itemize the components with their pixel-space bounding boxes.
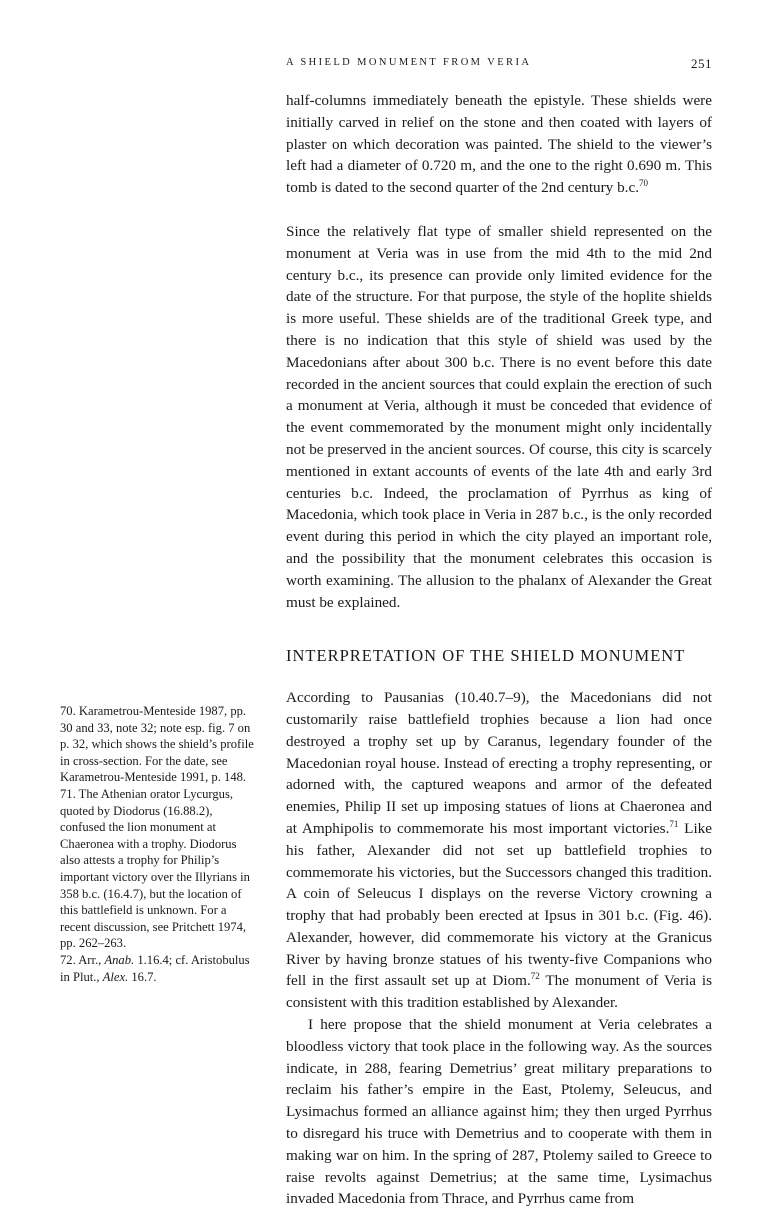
footnote-70: 70. Karametrou-Menteside 1987, pp. 30 and 33, note 32; note esp. fig. 7 on p. 32, which shows the shield’s profile in cross-section. For the date, see Karametrou-Menteside 1991, p. 148. (60, 704, 254, 785)
running-head-title: A SHIELD MONUMENT FROM VERIA (286, 57, 532, 68)
paragraph-2: Since the relatively flat type of smaller shield represented on the monument at Veria was in use from the mid 4th to the mid 2nd century b.c., its presence can provide only limited evidence for the date of the structure. For that purpose, the style of the hoplite shields is more useful. These shields are of the traditional Greek type, and there is no indication that this style of shield was used by the Macedonians after about 300 b.c. There is no event before this date recorded in the ancient sources that could explain the erection of such a monument at Veria, although it must be conceded that evidence of the event commemorated by the monument might only incidentally not be preserved in the ancient sources. Of course, this city is scarcely mentioned in extant accounts of events of the late 4th and early 3rd centuries b.c. Indeed, the proclamation of Pyrrhus as king of Macedonia, which took place in Veria in 287 b.c., is the only recorded event during this period in which the city played an important role, and the possibility that the monument celebrates this occasion is worth examining. The allusion to the phalanx of Alexander the Great must be explained. (286, 222, 712, 611)
paragraph-3-text-c: The monument of Veria is consistent with this tradition established by Alexander. (286, 972, 712, 1012)
paragraph-3-text-b: Like his father, Alexander did not set up battlefield trophies to commemorate his victories, but the Successors changed this tradition. A coin of Seleucus I displays on the reverse Victory crowning a trophy that had probably been erected at Ipsus in 301 b.c. (Fig. 46). Alexander, however, did commemorate his victory at the Granicus River by having bronze statues of his twenty-five Companions who fell in the first assault set up at Diom. (286, 819, 712, 990)
paragraph-4: I here propose that the shield monument at Veria celebrates a bloodless victory that took place in the following way. As the sources indicate, in 288, fearing Demetrius’ great military preparations to reclaim his father’s empire in the East, Ptolemy, Seleucus, and Lysimachus formed an alliance against him; they then urged Pyrrhus to disregard his truce with Demetrius and to cooperate with them in making war on him. In the spring of 287, Ptolemy sailed to Greece to raise revolts against Demetrius; at the same time, Lysimachus invaded Macedonia from Thrace, and Pyrrhus came from (286, 1016, 712, 1208)
paragraph-1 (286, 90, 712, 199)
footnote-72-prefix: 72. Arr., (60, 952, 105, 967)
footnote-72-mid: 1.16.4; cf. Aristobulus in Plut., (60, 952, 250, 984)
footnote-ref-70: 70 (639, 178, 649, 189)
footnote-72-alex: Alex. (102, 969, 129, 984)
paragraph-3-text-a: According to Pausanias (10.40.7–9), the Macedonians did not customarily raise battlefield trophies because a lion had once destroyed a trophy set up by Caranus, legendary founder of the Macedonian royal house. Instead of erecting a trophy representing, or adorned with, the captured weapons and armor of the defeated enemies, Philip II set up imposing statues of lions at Chaeronea and at Amphipolis to commemorate his most important victories. (286, 689, 712, 837)
paragraph-1-text: half-columns immediately beneath the epistyle. These shields were initially carved in relief on the stone and then coated with layers of plaster on which decoration was painted. The shield to the viewer’s left had a diameter of 0.720 m, and the one to the right 0.690 m. This tomb is dated to the second quarter of the 2nd century b.c. (286, 92, 712, 197)
footnote-ref-72: 72 (530, 971, 540, 982)
page-number: 251 (691, 56, 712, 71)
footnotes-column (60, 703, 256, 985)
section-heading: INTERPRETATION OF THE SHIELD MONUMENT (286, 646, 686, 666)
main-text-column (286, 90, 712, 1210)
footnote-72 (60, 952, 256, 985)
footnote-72-anab: Anab. (104, 952, 135, 967)
running-head (286, 57, 712, 73)
paragraph-3 (286, 687, 712, 1014)
footnote-ref-71: 71 (669, 818, 679, 829)
footnote-72-end: 16.7. (128, 969, 157, 984)
footnote-71: 71. The Athenian orator Lycurgus, quoted by Diodorus (16.88.2), confused the lion monument at Chaeronea with a trophy. Diodorus also attests a trophy for Philip’s important victory over the Illyrians in 358 b.c. (16.4.7), but the location of this battlefield is unknown. For a recent discussion, see Pritchett 1974, pp. 262–263. (60, 786, 250, 951)
